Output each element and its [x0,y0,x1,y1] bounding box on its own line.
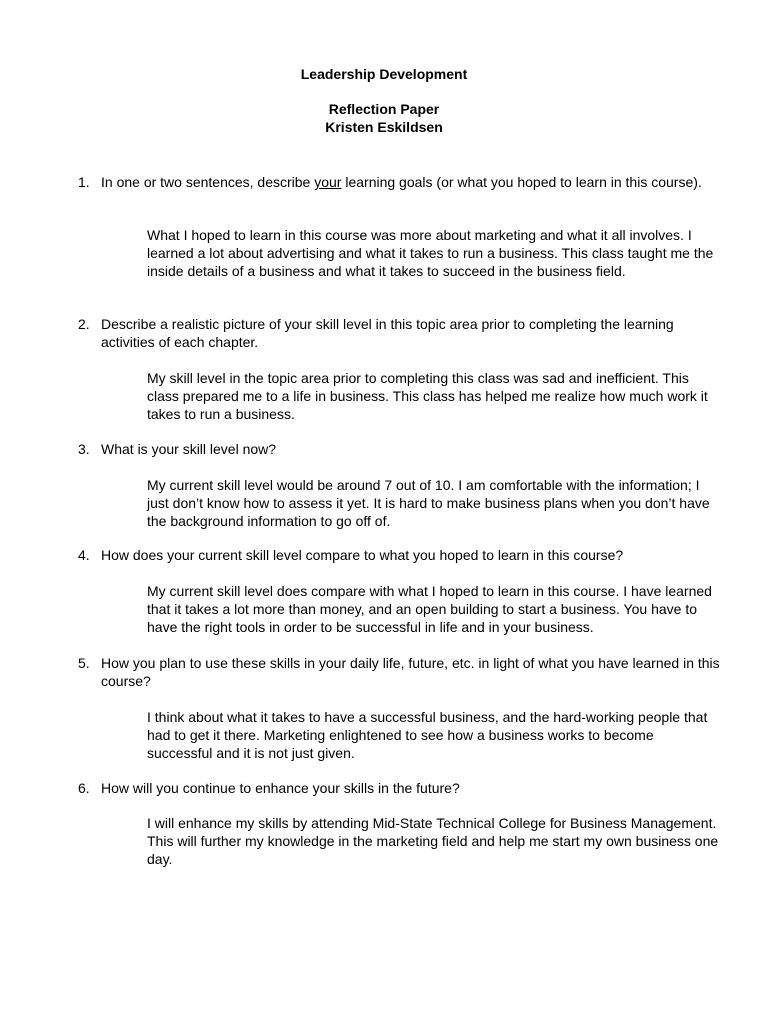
question-text: How you plan to use these skills in your daily life, future, etc. in light of what you have learned in this course? [101,655,720,689]
document-subtitle: Reflection Paper [328,101,440,117]
question-text: How will you continue to enhance your skills in the future? [101,780,460,796]
answer-6: I will enhance my skills by attending Mid-State Technical College for Business Management. This will further my knowledge in the marketing field and help me start my own business one day. [147,815,719,867]
question-text: How does your current skill level compare to what you hoped to learn in this course? [101,547,624,563]
question-number: 3. [78,441,90,457]
answer-5: I think about what it takes to have a successful business, and the hard-working people that had to get it there. Marketing enlightened to see how a business works to become successful and it is not just given. [147,709,708,761]
question-number: 1. [78,174,90,190]
document-title: Leadership Development [300,66,468,82]
question-text: What is your skill level now? [101,441,277,457]
question-text [101,173,721,191]
question-number: 2. [78,316,90,332]
question-number: 4. [78,547,90,563]
answer-2: My skill level in the topic area prior to completing this class was sad and inefficient. This class prepared me to a life in business. This class has helped me realize how much work it takes to run a business. [147,370,708,422]
answer-4: My current skill level does compare with what I hoped to learn in this course. I have learned that it takes a lot more than money, and an open building to start a business. You have to have the right tools in order to be successful in life and in your business. [147,583,712,635]
question-text: Describe a realistic picture of your skill level in this topic area prior to completing the learning activities of each chapter. [101,316,674,350]
document-author: Kristen Eskildsen [325,119,443,135]
answer-1: What I hoped to learn in this course was more about marketing and what it all involves. I learned a lot about advertising and what it takes to run a business. This class taught me the inside details of a business and what it takes to succeed in the business field. [147,227,714,279]
answer-3: My current skill level would be around 7 out of 10. I am comfortable with the information; I just don’t know how to assess it yet. It is hard to make business plans when you don’t have the background information to go off of. [147,477,710,529]
question-text-part: In one or two sentences, describe [101,174,315,190]
question-number: 6. [78,780,90,796]
question-text-part: learning goals (or what you hoped to learn in this course). [341,174,702,190]
question-number: 5. [78,655,90,671]
question-text-underlined: your [314,174,342,190]
